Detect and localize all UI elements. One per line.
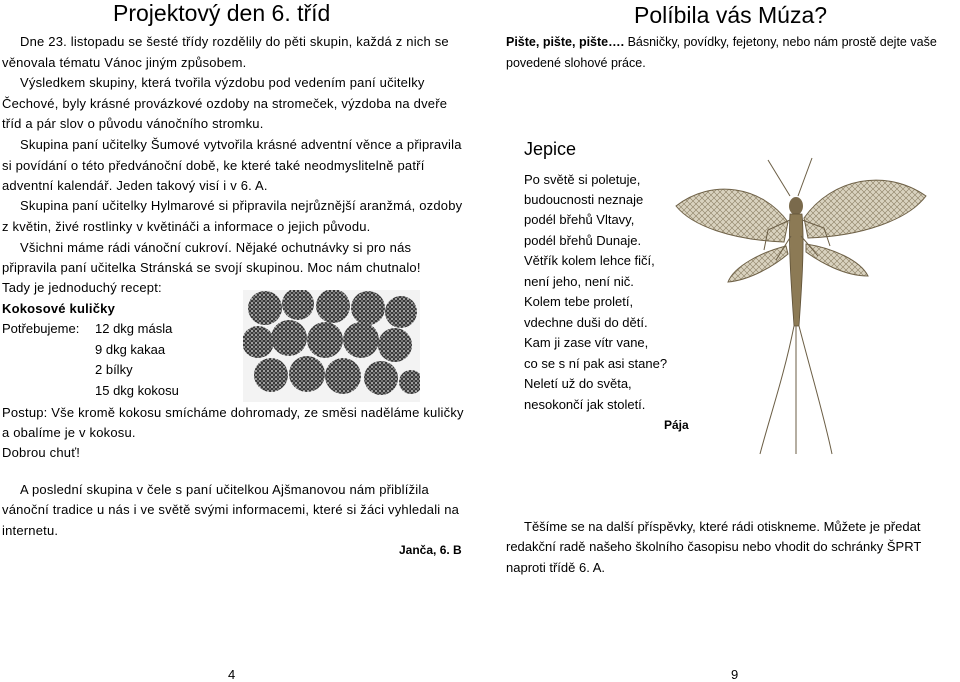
poem-line: Po světě si poletuje,: [524, 172, 641, 187]
ingredient-item: 15 dkg kokosu: [95, 383, 179, 398]
poem-line: podél břehů Vltavy,: [524, 212, 635, 227]
paragraph-line: tříd a pár slov o původu vánočního stromku.: [2, 116, 264, 131]
paragraph-line: Všichni máme rádi vánoční cukroví. Nějaké ochutnávky si pro nás: [20, 240, 412, 255]
paragraph-line: internetu.: [2, 523, 59, 538]
recipe-intro: Tady je jednoduchý recept:: [2, 280, 162, 295]
paragraph-line: Dne 23. listopadu se šesté třídy rozdělily do pěti skupin, každá z nich se: [20, 34, 449, 49]
poem-line: Neletí už do světa,: [524, 376, 632, 391]
paragraph-line: A poslední skupina v čele s paní učitelkou Ajšmanovou nám přiblížila: [20, 482, 429, 497]
paragraph-line: Výsledkem skupiny, která tvořila výzdobu pod vedením paní učitelky: [20, 75, 425, 90]
poem-line: Kam ji zase vítr vane,: [524, 335, 649, 350]
call-for-submissions-line: povedené slohové práce.: [506, 56, 646, 70]
ingredient-item: 9 dkg kakaa: [95, 342, 166, 357]
poem-author: Pája: [664, 418, 689, 432]
paragraph-line: adventní kalendář. Jeden takový visí i v 6. A.: [2, 178, 268, 193]
call-for-submissions-line: [506, 35, 937, 49]
procedure-line: a obalíme je v kokosu.: [2, 425, 136, 440]
left-page-title: Projektový den 6. tříd: [113, 0, 331, 26]
paragraph-line: Čechové, byly krásné provázkové ozdoby na stromeček, výzdoba na dveře: [2, 96, 448, 111]
page-number-left: 4: [228, 667, 236, 682]
procedure-line: Postup: Vše kromě kokosu smícháme dohromady, ze směsi naděláme kuličky: [2, 405, 464, 420]
call-for-submissions-text: Básničky, povídky, fejetony, nebo nám prostě dejte vaše: [624, 35, 937, 49]
poem-line: není jeho, není nič.: [524, 274, 634, 289]
page-number-right: 9: [731, 667, 739, 682]
poem-line: podél břehů Dunaje.: [524, 233, 642, 248]
poem-line: budoucnosti neznaje: [524, 192, 644, 207]
paragraph-line: věnovala tématu Vánoc jiným způsobem.: [2, 55, 247, 70]
outro-line: Těšíme se na další příspěvky, které rádi otiskneme. Můžete je předat: [524, 519, 921, 534]
poem-line: Kolem tebe proletí,: [524, 294, 634, 309]
ingredients-label: Potřebujeme:: [2, 321, 80, 336]
poem-line: co se s ní pak asi stane?: [524, 356, 668, 371]
ingredient-item: 2 bílky: [95, 362, 133, 377]
call-for-submissions-emphasis: Pište, pište, pište….: [506, 35, 625, 49]
outro-line: naproti třídě 6. A.: [506, 560, 606, 575]
poem-line: vdechne duši do dětí.: [524, 315, 648, 330]
paragraph-line: si povídání o této předvánoční době, ke které také neodmyslitelně patří: [2, 158, 425, 173]
coconut-balls-photo: [243, 290, 420, 402]
recipe-title: Kokosové kuličky: [2, 301, 116, 316]
article-author: Janča, 6. B: [399, 543, 462, 557]
right-page-title: Políbila vás Múza?: [634, 2, 828, 28]
mayfly-illustration: [672, 156, 934, 456]
ingredient-item: 12 dkg másla: [95, 321, 173, 336]
closing-line: Dobrou chuť!: [2, 445, 81, 460]
paragraph-line: Skupina paní učitelky Šumové vytvořila krásné adventní věnce a připravila: [20, 137, 462, 152]
paragraph-line: vánoční tradice u nás i ve světě svými informacemi, které si žáci vyhledali na: [2, 502, 460, 517]
paragraph-line: z květin, živé rostlinky v květináči a informace o jejich původu.: [2, 219, 371, 234]
paragraph-line: připravila paní učitelka Stránská se svojí skupinou. Moc nám chutnalo!: [2, 260, 421, 275]
poem-title: Jepice: [524, 139, 577, 159]
paragraph-line: Skupina paní učitelky Hylmarové si připravila nejrůznější aranžmá, ozdoby: [20, 198, 463, 213]
poem-line: Větřík kolem lehce fičí,: [524, 253, 655, 268]
poem-line: nesokončí jak století.: [524, 397, 646, 412]
outro-line: redakční radě našeho školního časopisu nebo vhodit do schránky ŠPRT: [506, 539, 922, 554]
